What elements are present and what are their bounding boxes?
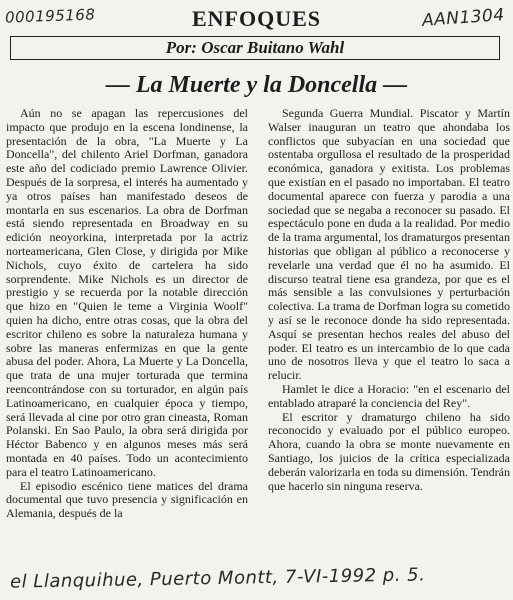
catalog-code: AAN1304 <box>421 5 506 31</box>
article-column-left <box>6 107 248 521</box>
paragraph: El episodio escénico tiene matices del drama documental que tuvo presencia y significación en Alemania, después de la <box>6 478 248 521</box>
byline: Por: Oscar Buitano Wahl <box>10 36 500 60</box>
paragraph: Aún no se apagan las repercusiones del impacto que produjo en la escena londinense, la presentación de la obra, "La Muerte y La Doncella", del chilento Ariel Dorfman, ganadora este año del codiciado premio Lawrence Olivier. Después de la sorpresa, el interés ha aumentado y ya otros países han manifestado deseos de montarla en sus escenarios. La obra de Dorfman está siendo representada en Broadway en su edición neoyorkina, interpretada por la actriz norteamericana, Glen Close, y dirigida por Mike Nichols, cuyo éxito de cartelera ha sido sorprendente. Mike Nichols es un director de prestigio y se recuerda por la notable dirección que hizo en "Quien le teme a Virginia Woolf" quien ha dicho, entre otras cosas, que la obra del escritor chileno es sobre la naturaleza humana y sobre las maneras enfermizas en que la gente abusa del poder. Ahora, La Muerte y La Doncella, que trata de una mujer torturada que termina reencontrándose con su torturador, en algún país Latinoamericano, en cualquier época y tiempo, será llevada al cine por otro gran cineasta, Roman Polanski. En Sao Paulo, la obra será dirigida por Héctor Babenco y en algunos meses más será montada en 40 países. Todo un acontecimiento para el teatro Latinoamericano. <box>6 106 248 479</box>
paragraph: El escritor y dramaturgo chileno ha sido reconocido y evaluado por el público europeo. Ahora, cuando la obra se monte nuevamente en Santiago, los juicios de la crítica especializada deberán valorizarla en toda su dimensión. Tendrán que hacerlo sin ninguna reserva. <box>268 409 510 493</box>
source-annotation: el Llanquihue, Puerto Montt, 7-VI-1992 p. 5. <box>9 564 426 593</box>
headline: — La Muerte y la Doncella — <box>105 72 408 98</box>
paragraph: Segunda Guerra Mundial. Piscator y Martín Walser inauguran un teatro que ahondaba los conflictos que subyacían en una sociedad que ostentaba orgullosa el resultado de la prosperidad económica, ganadora y exitista. Los problemas que existían en el pasado no importaban. El teatro documental aparece con fuerza y parodia a una sociedad que se negaba a reconocer su pasado. El espectáculo pone en duda a la realidad. Por medio de la trama argumental, los dramaturgos presentan historias que obligan al público a reconocerse y revelarle una verdad que él no ha asumido. El discurso teatral tiene esa grandeza, por que es el más sensible a las convulsiones y perturbación colectiva. La trama de Dorfman logra su cometido y así se le reconoce donde ha sido representada. Asquí se presentan hechos reales del abuso del poder. El teatro es un intercambio de lo que cada uno de nosotros lleva y que el teatro lo saca a relucir. <box>268 106 510 383</box>
article-column-right <box>268 107 510 493</box>
section-title: ENFOQUES <box>191 6 322 31</box>
archive-number: 000195168 <box>4 5 96 27</box>
paragraph: Hamlet le dice a Horacio: "en el escenario del entablado atraparé la conciencia del Rey". <box>268 381 510 410</box>
